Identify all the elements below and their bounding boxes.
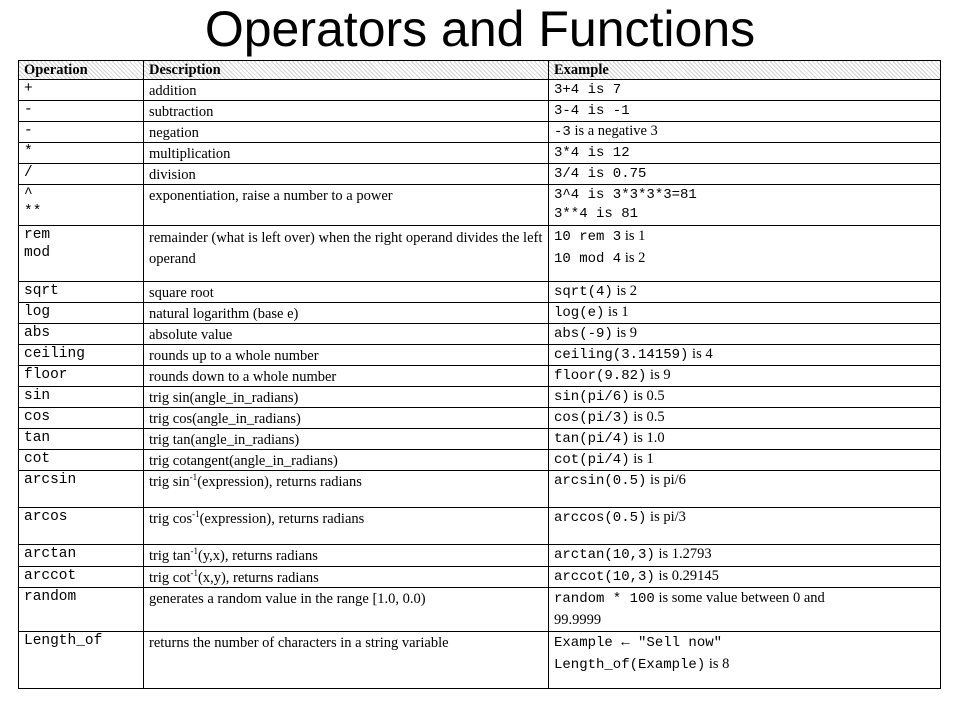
description-cell: rounds up to a whole number <box>144 345 549 366</box>
superscript: -1 <box>189 472 198 483</box>
header-row <box>19 61 941 80</box>
description-text: trig cot <box>149 570 191 586</box>
table-row <box>19 282 941 303</box>
description-cell: negation <box>144 122 549 143</box>
operation-cell <box>19 545 144 567</box>
description-text: (expression), returns radians <box>197 474 362 490</box>
table-row <box>19 345 941 366</box>
operation-text: * <box>24 144 33 160</box>
example-cell <box>549 122 941 143</box>
description-cell <box>144 471 549 508</box>
example-cell <box>549 429 941 450</box>
description-text: trig sin <box>149 474 190 490</box>
description-cell: generates a random value in the range [1.0, 0.0) <box>144 588 549 632</box>
example-cell <box>549 387 941 408</box>
example-code: log(e) <box>554 305 605 321</box>
example-code: 3*4 is 12 <box>554 145 630 161</box>
description-cell: square root <box>144 282 549 303</box>
example-cell <box>549 632 941 689</box>
description-cell: trig cotangent(angle_in_radians) <box>144 450 549 471</box>
example-cell <box>549 303 941 324</box>
operation-text: log <box>24 304 51 320</box>
table-row <box>19 508 941 545</box>
example-cell <box>549 164 941 185</box>
operation-text: floor <box>24 367 68 383</box>
superscript: -1 <box>190 546 198 557</box>
description-text: trig tan <box>149 548 191 564</box>
example-text: is 8 <box>705 656 730 672</box>
operation-cell <box>19 567 144 588</box>
example-text: is pi/3 <box>646 509 686 525</box>
operation-text: - <box>24 123 33 139</box>
example-text: is pi/6 <box>646 472 686 488</box>
operation-cell <box>19 164 144 185</box>
operation-cell <box>19 450 144 471</box>
example-code: 3^4 is 3*3*3*3=81 <box>554 187 697 203</box>
example-cell <box>549 471 941 508</box>
example-code: floor(9.82) <box>554 368 647 384</box>
example-text: is 1 <box>629 451 654 467</box>
description-cell: trig tan(angle_in_radians) <box>144 429 549 450</box>
table-row <box>19 366 941 387</box>
operation-cell <box>19 471 144 508</box>
operation-text: cos <box>24 409 51 425</box>
table-row <box>19 408 941 429</box>
example-code: random * 100 <box>554 591 655 607</box>
table-row <box>19 471 941 508</box>
example-cell <box>549 545 941 567</box>
operation-cell <box>19 429 144 450</box>
table-row <box>19 632 941 689</box>
table-row <box>19 143 941 164</box>
example-text: is 4 <box>688 346 713 362</box>
example-code: 3**4 is 81 <box>554 206 639 222</box>
example-cell <box>549 226 941 282</box>
operation-cell <box>19 508 144 545</box>
slide-title: Operators and Functions <box>204 1 756 57</box>
example-text: is 2 <box>621 250 646 266</box>
operation-text: sqrt <box>24 283 59 299</box>
operation-cell <box>19 345 144 366</box>
example-cell <box>549 366 941 387</box>
example-cell <box>549 508 941 545</box>
example-code: 3/4 is 0.75 <box>554 166 647 182</box>
table-row <box>19 387 941 408</box>
table-row <box>19 226 941 282</box>
description-cell: trig cos(angle_in_radians) <box>144 408 549 429</box>
example-code: arccot(10,3) <box>554 569 655 585</box>
operation-text: arcos <box>24 509 68 525</box>
operation-text: mod <box>24 245 51 261</box>
description-text: trig cos <box>149 511 193 527</box>
example-code: arcsin(0.5) <box>554 473 647 489</box>
example-code: ceiling(3.14159) <box>554 347 689 363</box>
example-code: abs(-9) <box>554 326 613 342</box>
operation-text: cot <box>24 451 51 467</box>
example-code: -3 <box>554 124 571 140</box>
example-cell <box>549 588 941 632</box>
header-operation: Operation <box>19 61 144 80</box>
table-row <box>19 429 941 450</box>
table-row <box>19 122 941 143</box>
example-code: tan(pi/4) <box>554 431 630 447</box>
description-cell <box>144 545 549 567</box>
example-text: is 1.2793 <box>654 546 712 562</box>
example-code: Example ← "Sell now" <box>554 635 723 651</box>
table-row <box>19 185 941 226</box>
operation-text: / <box>24 165 33 181</box>
operation-text: arccot <box>24 568 77 584</box>
operation-cell <box>19 226 144 282</box>
example-text: is 0.5 <box>629 388 665 404</box>
table-row <box>19 588 941 632</box>
operation-cell <box>19 632 144 689</box>
example-code: sqrt(4) <box>554 284 613 300</box>
example-cell <box>549 450 941 471</box>
example-cell <box>549 80 941 101</box>
operation-cell <box>19 387 144 408</box>
example-cell <box>549 408 941 429</box>
example-code: cos(pi/3) <box>554 410 630 426</box>
example-text: 99.9999 <box>554 612 602 628</box>
description-cell <box>144 567 549 588</box>
description-cell: absolute value <box>144 324 549 345</box>
example-cell <box>549 324 941 345</box>
operation-text: ceiling <box>24 346 85 362</box>
example-text: is 0.29145 <box>654 568 719 584</box>
example-code: sin(pi/6) <box>554 389 630 405</box>
example-cell <box>549 345 941 366</box>
table-row <box>19 567 941 588</box>
operation-cell <box>19 185 144 226</box>
table-row <box>19 545 941 567</box>
example-text: is 1.0 <box>629 430 665 446</box>
description-cell: exponentiation, raise a number to a power <box>144 185 549 226</box>
example-text: is a negative <box>570 123 651 139</box>
operation-text: arctan <box>24 546 77 562</box>
example-cell <box>549 185 941 226</box>
superscript: -1 <box>192 509 200 520</box>
superscript: -1 <box>190 568 198 579</box>
operation-cell <box>19 101 144 122</box>
example-code: arccos(0.5) <box>554 510 647 526</box>
example-cell <box>549 282 941 303</box>
description-cell: natural logarithm (base e) <box>144 303 549 324</box>
header-description: Description <box>144 61 549 80</box>
example-text: is 1 <box>621 228 646 244</box>
table-row <box>19 324 941 345</box>
operation-text: sin <box>24 388 51 404</box>
example-code: arctan(10,3) <box>554 547 655 563</box>
operation-cell <box>19 282 144 303</box>
operation-text: arcsin <box>24 472 77 488</box>
description-text: (expression), returns radians <box>199 511 365 527</box>
example-cell <box>549 567 941 588</box>
example-code: 3+4 is 7 <box>554 82 622 98</box>
operation-cell <box>19 324 144 345</box>
operation-cell <box>19 303 144 324</box>
operation-cell <box>19 122 144 143</box>
example-code: 10 mod 4 <box>554 251 622 267</box>
description-cell <box>144 508 549 545</box>
example-text: is 1 <box>604 304 629 320</box>
example-text: is 9 <box>612 325 637 341</box>
operation-text: Length_of <box>24 633 103 649</box>
description-cell: remainder (what is left over) when the right operand divides the left operand <box>144 226 549 282</box>
example-text: 3 <box>650 123 658 139</box>
header-example: Example <box>549 61 941 80</box>
description-cell: multiplication <box>144 143 549 164</box>
description-text: (y,x), returns radians <box>197 548 318 564</box>
example-text: is 9 <box>646 367 671 383</box>
operation-text: ^ <box>24 186 33 202</box>
operation-text: tan <box>24 430 51 446</box>
description-cell: trig sin(angle_in_radians) <box>144 387 549 408</box>
description-cell: addition <box>144 80 549 101</box>
example-text: is some value between 0 and <box>654 590 825 606</box>
operation-cell <box>19 408 144 429</box>
description-text: (x,y), returns radians <box>197 570 319 586</box>
example-code: 10 rem 3 <box>554 229 622 245</box>
operators-table <box>18 60 941 689</box>
operation-cell <box>19 143 144 164</box>
table-row <box>19 450 941 471</box>
example-cell <box>549 101 941 122</box>
table-row <box>19 101 941 122</box>
table-row <box>19 303 941 324</box>
operation-cell <box>19 366 144 387</box>
operation-text: - <box>24 102 33 118</box>
example-code: Length_of(Example) <box>554 657 706 673</box>
description-cell: division <box>144 164 549 185</box>
description-cell: returns the number of characters in a string variable <box>144 632 549 689</box>
operation-cell <box>19 80 144 101</box>
operation-cell <box>19 588 144 632</box>
example-cell <box>549 143 941 164</box>
example-code: 3-4 is -1 <box>554 103 630 119</box>
operation-text: + <box>24 81 33 97</box>
operation-text: abs <box>24 325 51 341</box>
description-cell: subtraction <box>144 101 549 122</box>
table-row <box>19 80 941 101</box>
operation-text: ** <box>24 204 42 220</box>
operation-text: rem <box>24 227 51 243</box>
example-text: is 0.5 <box>629 409 665 425</box>
example-text: is 2 <box>612 283 637 299</box>
table-row <box>19 164 941 185</box>
operation-text: random <box>24 589 77 605</box>
example-code: cot(pi/4) <box>554 452 630 468</box>
description-cell: rounds down to a whole number <box>144 366 549 387</box>
